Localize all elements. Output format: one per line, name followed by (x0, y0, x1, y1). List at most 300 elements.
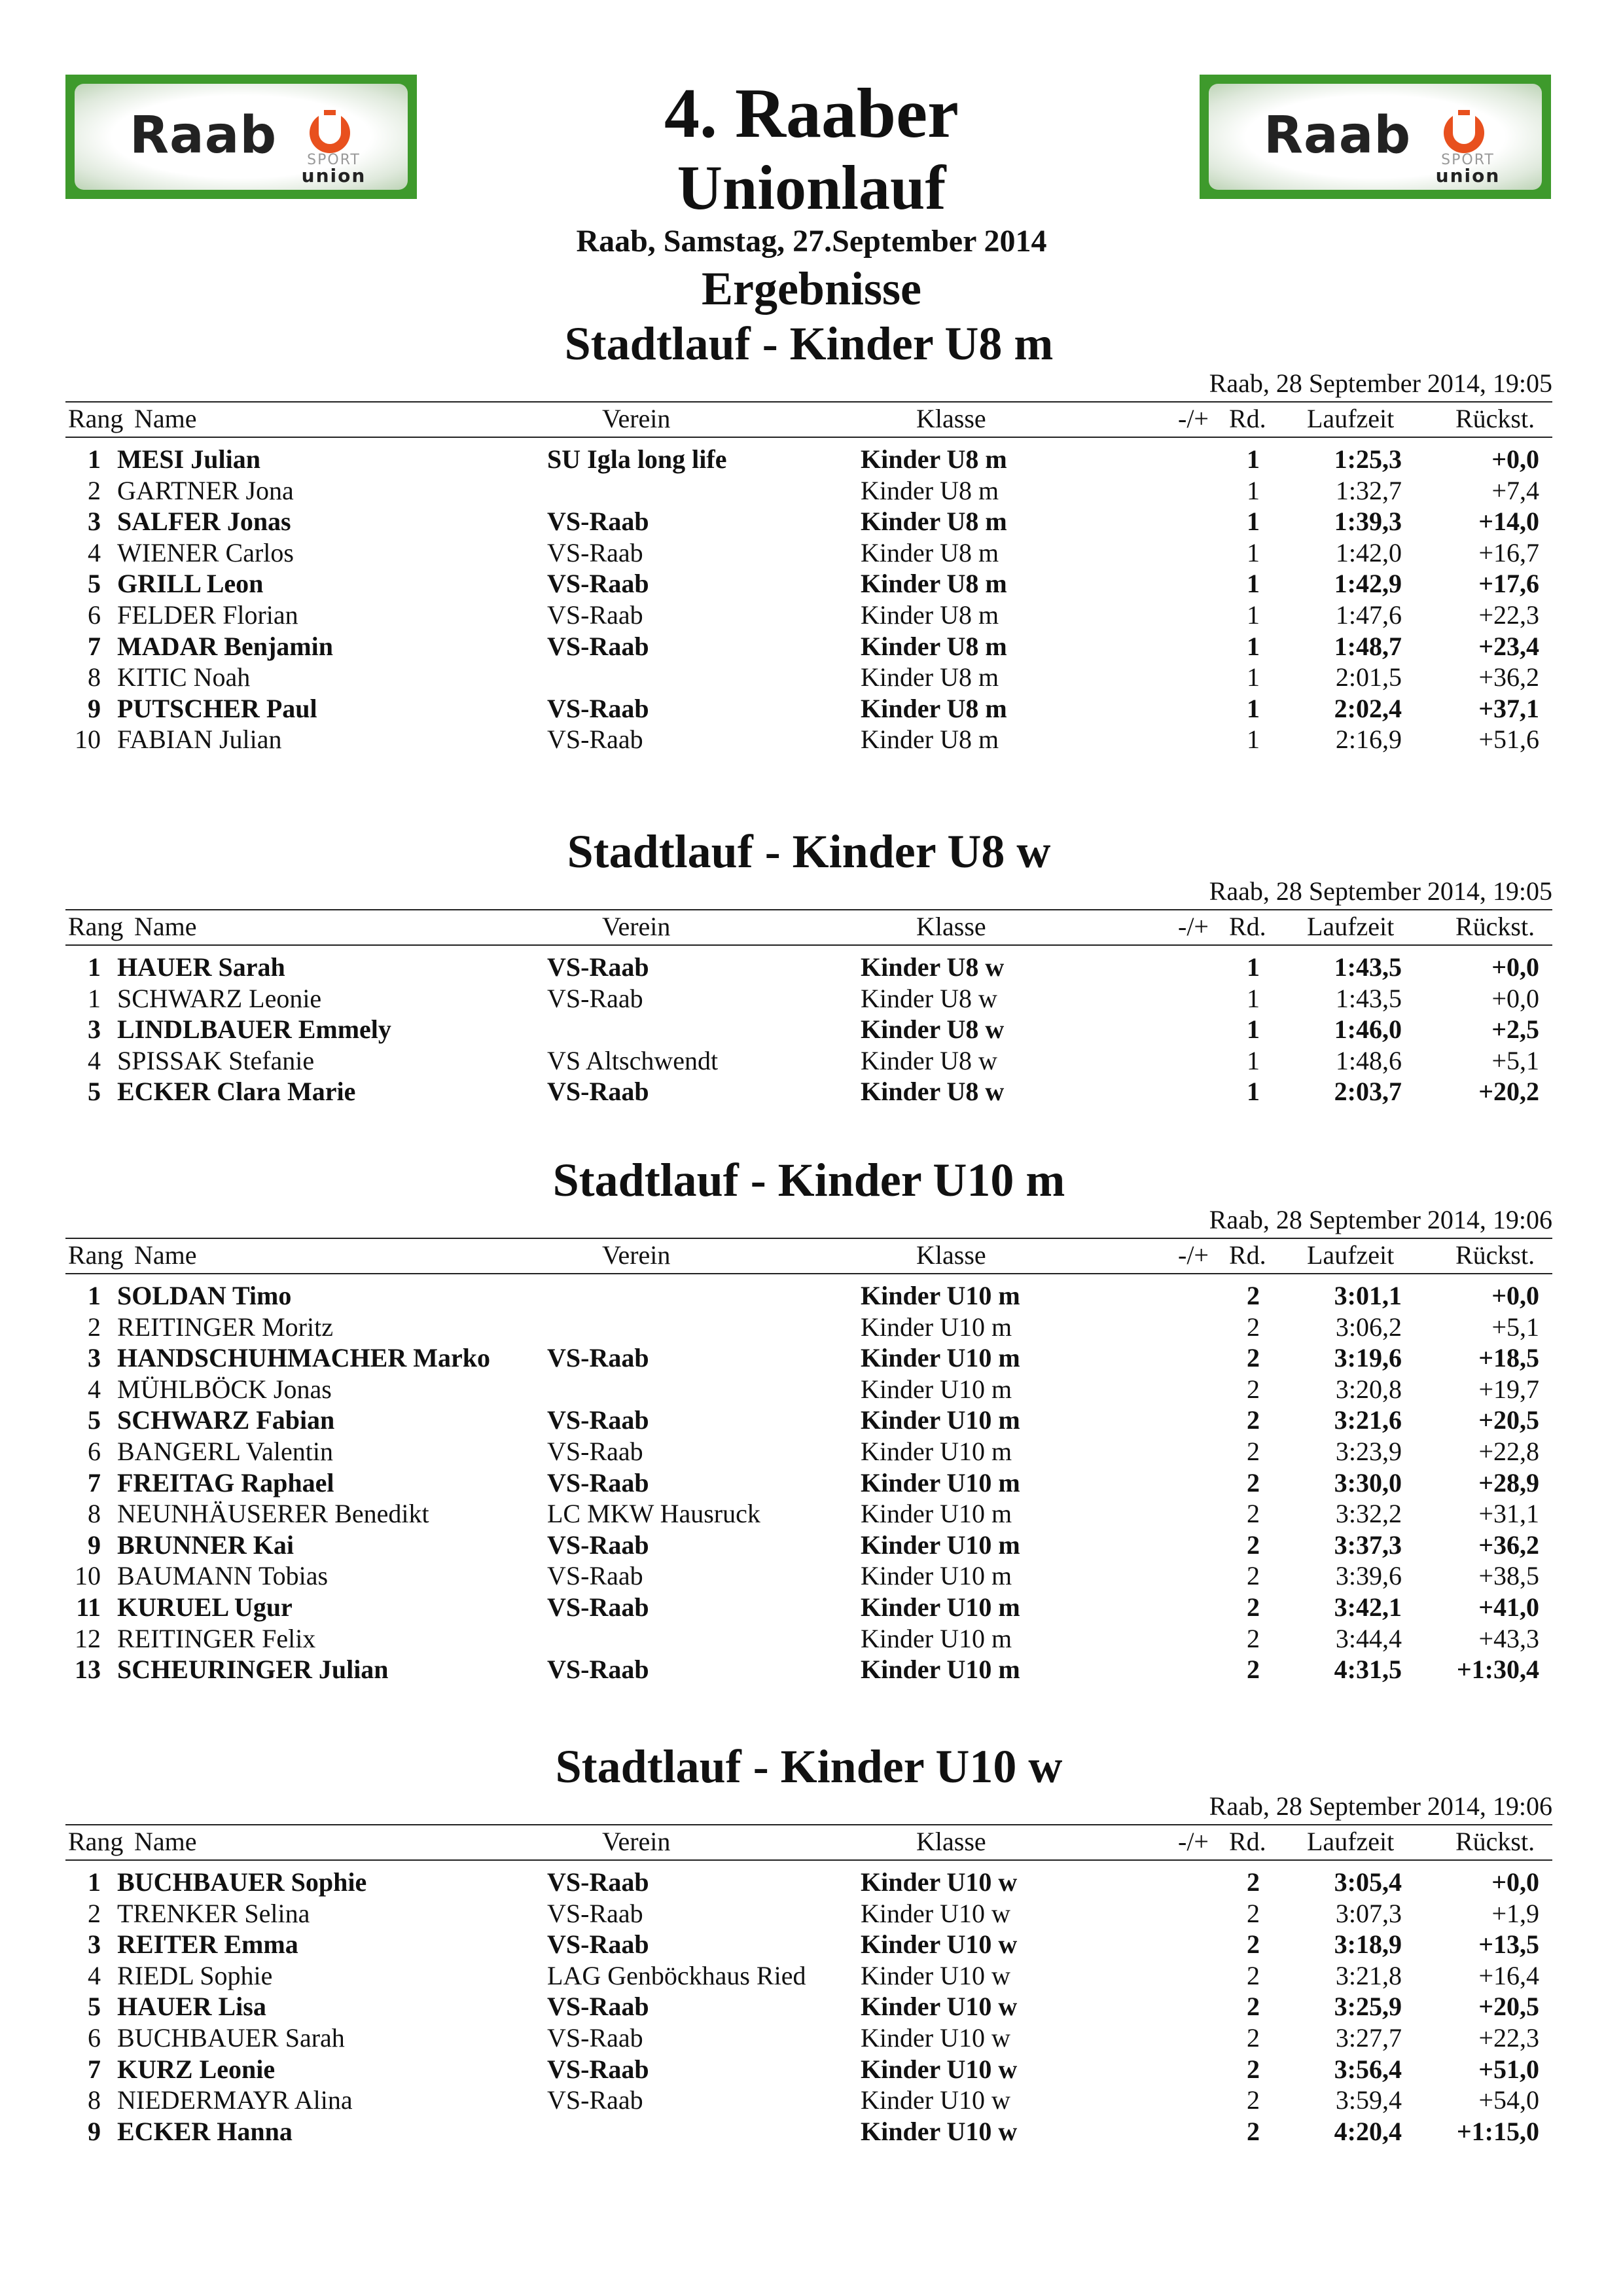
event-date-location: Raab, Samstag, 27.September 2014 (576, 224, 1047, 259)
class: Kinder U10 w (861, 2022, 1010, 2053)
time-behind: +20,5 (1478, 1992, 1539, 2022)
header-rule-top (65, 1238, 1552, 1239)
result-row (65, 1280, 1552, 1312)
run-time: 3:56,4 (1334, 2054, 1402, 2084)
club: VS-Raab (547, 1655, 649, 1685)
club: SU Igla long life (547, 444, 727, 474)
laps: 1 (1247, 507, 1260, 537)
result-row (65, 2054, 1552, 2085)
laps: 1 (1247, 662, 1260, 692)
col-verein: Verein (602, 912, 671, 941)
rank: 8 (88, 1499, 101, 1529)
result-row (65, 1960, 1552, 1992)
section-title: Stadtlauf - Kinder U10 w (555, 1740, 1063, 1793)
club: VS-Raab (547, 1436, 643, 1466)
club: VS-Raab (547, 2022, 643, 2053)
col-rang: Rang (68, 912, 124, 941)
event-title-line1: 4. Raaber (664, 75, 959, 152)
club: VS-Raab (547, 631, 649, 661)
class: Kinder U10 m (861, 1312, 1012, 1342)
section-title: Stadtlauf - Kinder U8 w (567, 825, 1051, 878)
col-rang: Rang (68, 1827, 124, 1856)
time-behind: +31,1 (1478, 1499, 1539, 1529)
result-row (65, 693, 1552, 725)
result-row (65, 1374, 1552, 1405)
result-row (65, 475, 1552, 507)
runner-name: FREITAG Raphael (117, 1467, 334, 1498)
logo-sport-text: SPORT (1441, 152, 1495, 168)
rank: 6 (88, 1436, 101, 1466)
col-rang: Rang (68, 404, 124, 433)
run-time: 3:01,1 (1334, 1281, 1402, 1310)
rank: 1 (88, 1867, 101, 1897)
time-behind: +20,5 (1478, 1405, 1539, 1435)
rank: 9 (88, 693, 101, 723)
time-behind: +5,1 (1491, 1312, 1539, 1342)
club: VS-Raab (547, 600, 643, 630)
time-behind: +0,0 (1491, 952, 1539, 982)
run-time: 3:27,7 (1335, 2022, 1402, 2053)
rank: 9 (88, 2116, 101, 2146)
laps: 2 (1247, 1405, 1260, 1435)
run-time: 3:21,6 (1334, 1405, 1402, 1435)
result-row (65, 1867, 1552, 1898)
laps: 2 (1247, 1960, 1260, 1990)
col-verein: Verein (602, 1240, 671, 1270)
header-rule-bottom (65, 1859, 1552, 1861)
class: Kinder U8 m (861, 725, 999, 755)
run-time: 3:44,4 (1335, 1623, 1402, 1653)
laps: 1 (1247, 1077, 1260, 1107)
col-rang: Rang (68, 1240, 124, 1270)
col-name: Name (134, 912, 197, 941)
col-name: Name (134, 404, 197, 433)
run-time: 3:19,6 (1334, 1343, 1402, 1373)
club: VS-Raab (547, 1592, 649, 1622)
laps: 2 (1247, 1499, 1260, 1529)
header-rule-bottom (65, 437, 1552, 438)
run-time: 3:59,4 (1335, 2085, 1402, 2115)
class: Kinder U8 m (861, 693, 1007, 723)
result-row (65, 1436, 1552, 1467)
result-row (65, 2022, 1552, 2054)
header-rule-bottom (65, 1273, 1552, 1274)
runner-name: NEUNHÄUSERER Benedikt (117, 1499, 429, 1529)
laps: 2 (1247, 1467, 1260, 1498)
run-time: 3:37,3 (1334, 1530, 1402, 1560)
laps: 2 (1247, 1898, 1260, 1928)
laps: 2 (1247, 2054, 1260, 2084)
runner-name: KURUEL Ugur (117, 1592, 293, 1622)
col-laufzeit: Laufzeit (1307, 912, 1395, 941)
laps: 2 (1247, 1592, 1260, 1622)
col-rueckstand: Rückst. (1455, 1827, 1535, 1856)
runner-name: SPISSAK Stefanie (117, 1045, 315, 1075)
col-name: Name (134, 1827, 197, 1856)
runner-name: FABIAN Julian (117, 725, 282, 755)
laps: 2 (1247, 2085, 1260, 2115)
class: Kinder U10 m (861, 1405, 1020, 1435)
rank: 10 (75, 725, 101, 755)
run-time: 1:42,9 (1334, 569, 1402, 599)
club: VS-Raab (547, 1077, 649, 1107)
result-row (65, 724, 1552, 755)
class: Kinder U8 m (861, 662, 999, 692)
rank: 5 (88, 1405, 101, 1435)
rank: 8 (88, 662, 101, 692)
class: Kinder U8 w (861, 1045, 997, 1075)
rank: 4 (88, 1960, 101, 1990)
section-timestamp: Raab, 28 September 2014, 19:05 (1209, 876, 1552, 906)
result-row (65, 1405, 1552, 1436)
time-behind: +1:15,0 (1456, 2116, 1539, 2146)
column-header-row (65, 1240, 1552, 1271)
col-verein: Verein (602, 404, 671, 433)
laps: 1 (1247, 631, 1260, 661)
laps: 2 (1247, 1436, 1260, 1466)
rank: 7 (88, 1467, 101, 1498)
col-name: Name (134, 1240, 197, 1270)
rank: 3 (88, 507, 101, 537)
runner-name: PUTSCHER Paul (117, 693, 317, 723)
club: VS-Raab (547, 1561, 643, 1591)
section-timestamp: Raab, 28 September 2014, 19:06 (1209, 1205, 1552, 1234)
laps: 2 (1247, 1312, 1260, 1342)
result-row (65, 1898, 1552, 1929)
class: Kinder U10 m (861, 1343, 1020, 1373)
run-time: 3:42,1 (1334, 1592, 1402, 1622)
logo-sport-text: SPORT (307, 152, 361, 168)
header-rule-bottom (65, 944, 1552, 946)
rank: 1 (88, 952, 101, 982)
runner-name: MÜHLBÖCK Jonas (117, 1374, 332, 1404)
result-row (65, 952, 1552, 983)
rank: 2 (88, 1312, 101, 1342)
run-time: 3:32,2 (1335, 1499, 1402, 1529)
club: VS-Raab (547, 1898, 643, 1928)
column-header-row (65, 911, 1552, 942)
rank: 5 (88, 1077, 101, 1107)
run-time: 3:18,9 (1334, 1929, 1402, 1960)
class: Kinder U8 m (861, 507, 1007, 537)
time-behind: +22,8 (1478, 1436, 1539, 1466)
laps: 2 (1247, 1655, 1260, 1685)
result-row (65, 506, 1552, 537)
run-time: 1:43,5 (1335, 983, 1402, 1013)
class: Kinder U8 m (861, 444, 1007, 474)
rank: 12 (75, 1623, 101, 1653)
runner-name: BUCHBAUER Sarah (117, 2022, 345, 2053)
club: LAG Genböckhaus Ried (547, 1960, 806, 1990)
runner-name: SCHWARZ Fabian (117, 1405, 335, 1435)
runner-name: GRILL Leon (117, 569, 264, 599)
header-rule-top (65, 401, 1552, 403)
club: VS-Raab (547, 725, 643, 755)
result-rows (65, 1867, 1552, 2147)
class: Kinder U10 m (861, 1530, 1020, 1560)
time-behind: +17,6 (1478, 569, 1539, 599)
rank: 7 (88, 631, 101, 661)
runner-name: MESI Julian (117, 444, 260, 474)
class: Kinder U10 w (861, 1898, 1010, 1928)
laps: 2 (1247, 1374, 1260, 1404)
time-behind: +51,6 (1478, 725, 1539, 755)
club: VS-Raab (547, 952, 649, 982)
club: VS Altschwendt (547, 1045, 719, 1075)
run-time: 1:32,7 (1335, 475, 1402, 505)
time-behind: +54,0 (1478, 2085, 1539, 2115)
col-rueckstand: Rückst. (1455, 912, 1535, 941)
class: Kinder U10 w (861, 2085, 1010, 2115)
rank: 4 (88, 1374, 101, 1404)
run-time: 1:48,6 (1335, 1045, 1402, 1075)
col-plus-minus: -/+ (1178, 404, 1209, 433)
laps: 1 (1247, 693, 1260, 723)
result-row (65, 1312, 1552, 1343)
run-time: 1:46,0 (1334, 1014, 1402, 1045)
club: VS-Raab (547, 1405, 649, 1435)
class: Kinder U8 w (861, 952, 1005, 982)
col-laufzeit: Laufzeit (1307, 404, 1395, 433)
laps: 2 (1247, 1530, 1260, 1560)
run-time: 2:03,7 (1334, 1077, 1402, 1107)
result-row (65, 600, 1552, 631)
result-row (65, 2116, 1552, 2147)
runner-name: REITINGER Felix (117, 1623, 316, 1653)
time-behind: +38,5 (1478, 1561, 1539, 1591)
laps: 1 (1247, 537, 1260, 567)
runner-name: HANDSCHUHMACHER Marko (117, 1343, 490, 1373)
run-time: 1:48,7 (1334, 631, 1402, 661)
rank: 11 (76, 1592, 101, 1622)
class: Kinder U8 w (861, 1077, 1005, 1107)
col-runden: Rd. (1229, 912, 1266, 941)
laps: 1 (1247, 1045, 1260, 1075)
class: Kinder U8 m (861, 537, 999, 567)
run-time: 3:07,3 (1335, 1898, 1402, 1928)
rank: 3 (88, 1014, 101, 1045)
col-plus-minus: -/+ (1178, 912, 1209, 941)
result-row (65, 1560, 1552, 1592)
result-row (65, 568, 1552, 600)
run-time: 2:16,9 (1335, 725, 1402, 755)
run-time: 3:30,0 (1334, 1467, 1402, 1498)
col-laufzeit: Laufzeit (1307, 1827, 1395, 1856)
laps: 1 (1247, 952, 1260, 982)
time-behind: +0,0 (1491, 444, 1539, 474)
runner-name: SCHWARZ Leonie (117, 983, 322, 1013)
rank: 8 (88, 2085, 101, 2115)
class: Kinder U10 m (861, 1499, 1012, 1529)
result-row (65, 1530, 1552, 1561)
logo-union-text: union (301, 165, 366, 187)
col-laufzeit: Laufzeit (1307, 1240, 1395, 1270)
class: Kinder U8 w (861, 983, 997, 1013)
rank: 1 (88, 983, 101, 1013)
rank: 2 (88, 1898, 101, 1928)
class: Kinder U10 m (861, 1655, 1020, 1685)
club: VS-Raab (547, 507, 649, 537)
run-time: 3:25,9 (1334, 1992, 1402, 2022)
class: Kinder U10 w (861, 2116, 1018, 2146)
result-row (65, 1654, 1552, 1685)
class: Kinder U10 w (861, 2054, 1018, 2084)
run-time: 2:01,5 (1335, 662, 1402, 692)
rank: 13 (75, 1655, 101, 1685)
result-row (65, 1467, 1552, 1499)
laps: 1 (1247, 983, 1260, 1013)
time-behind: +0,0 (1491, 1281, 1539, 1310)
result-row (65, 662, 1552, 693)
section-title: Stadtlauf - Kinder U8 m (564, 317, 1054, 370)
col-klasse: Klasse (916, 404, 986, 433)
col-plus-minus: -/+ (1178, 1240, 1209, 1270)
logo-union-text: union (1435, 165, 1501, 187)
club: VS-Raab (547, 1992, 649, 2022)
class: Kinder U10 w (861, 1929, 1018, 1960)
class: Kinder U10 m (861, 1623, 1012, 1653)
time-behind: +0,0 (1491, 983, 1539, 1013)
time-behind: +5,1 (1491, 1045, 1539, 1075)
class: Kinder U10 w (861, 1992, 1018, 2022)
time-behind: +43,3 (1478, 1623, 1539, 1653)
laps: 1 (1247, 444, 1260, 474)
run-time: 3:39,6 (1335, 1561, 1402, 1591)
event-title-line2: Unionlauf (677, 152, 946, 223)
time-behind: +1:30,4 (1456, 1655, 1539, 1685)
runner-name: HAUER Sarah (117, 952, 285, 982)
laps: 2 (1247, 1343, 1260, 1373)
club: VS-Raab (547, 2054, 649, 2084)
runner-name: REITER Emma (117, 1929, 298, 1960)
rank: 6 (88, 600, 101, 630)
rank: 5 (88, 569, 101, 599)
rank: 6 (88, 2022, 101, 2053)
col-runden: Rd. (1229, 1240, 1266, 1270)
time-behind: +51,0 (1478, 2054, 1539, 2084)
time-behind: +36,2 (1478, 1530, 1539, 1560)
run-time: 1:42,0 (1335, 537, 1402, 567)
time-behind: +20,2 (1478, 1077, 1539, 1107)
time-behind: +13,5 (1478, 1929, 1539, 1960)
class: Kinder U8 m (861, 631, 1007, 661)
time-behind: +37,1 (1478, 693, 1539, 723)
laps: 2 (1247, 1623, 1260, 1653)
rank: 4 (88, 537, 101, 567)
club: VS-Raab (547, 1867, 649, 1897)
class: Kinder U10 w (861, 1960, 1010, 1990)
time-behind: +16,7 (1478, 537, 1539, 567)
rank: 1 (88, 1281, 101, 1310)
runner-name: HAUER Lisa (117, 1992, 266, 2022)
result-row (65, 1623, 1552, 1655)
laps: 2 (1247, 2022, 1260, 2053)
column-header-row (65, 403, 1552, 435)
run-time: 2:02,4 (1334, 693, 1402, 723)
result-row (65, 1991, 1552, 2022)
run-time: 3:20,8 (1335, 1374, 1402, 1404)
club: VS-Raab (547, 983, 643, 1013)
col-verein: Verein (602, 1827, 671, 1856)
class: Kinder U10 w (861, 1867, 1018, 1897)
club: VS-Raab (547, 693, 649, 723)
run-time: 1:47,6 (1335, 600, 1402, 630)
runner-name: BAUMANN Tobias (117, 1561, 329, 1591)
runner-name: GARTNER Jona (117, 475, 294, 505)
rank: 4 (88, 1045, 101, 1075)
logo-text: Raab (1264, 106, 1412, 165)
class: Kinder U8 w (861, 1014, 1005, 1045)
class: Kinder U10 m (861, 1467, 1020, 1498)
run-time: 1:39,3 (1334, 507, 1402, 537)
class: Kinder U10 m (861, 1592, 1020, 1622)
time-behind: +14,0 (1478, 507, 1539, 537)
result-row (65, 444, 1552, 475)
col-klasse: Klasse (916, 1240, 986, 1270)
laps: 1 (1247, 475, 1260, 505)
time-behind: +19,7 (1478, 1374, 1539, 1404)
col-plus-minus: -/+ (1178, 1827, 1209, 1856)
result-rows (65, 1280, 1552, 1685)
result-rows (65, 444, 1552, 755)
header-rule-top (65, 1824, 1552, 1825)
time-behind: +0,0 (1491, 1867, 1539, 1897)
runner-name: REITINGER Moritz (117, 1312, 333, 1342)
runner-name: WIENER Carlos (117, 537, 294, 567)
result-row (65, 1929, 1552, 1960)
logo-text: Raab (130, 106, 277, 165)
class: Kinder U8 m (861, 600, 999, 630)
result-row (65, 631, 1552, 662)
result-row (65, 1045, 1552, 1077)
result-row (65, 1592, 1552, 1623)
laps: 2 (1247, 1929, 1260, 1960)
class: Kinder U10 m (861, 1281, 1020, 1310)
club: VS-Raab (547, 537, 643, 567)
run-time: 3:23,9 (1335, 1436, 1402, 1466)
result-row (65, 1342, 1552, 1374)
club: LC MKW Hausruck (547, 1499, 760, 1529)
result-row (65, 2085, 1552, 2116)
run-time: 3:06,2 (1335, 1312, 1402, 1342)
run-time: 3:21,8 (1335, 1960, 1402, 1990)
col-klasse: Klasse (916, 912, 986, 941)
time-behind: +2,5 (1491, 1014, 1539, 1045)
runner-name: ECKER Hanna (117, 2116, 293, 2146)
time-behind: +23,4 (1478, 631, 1539, 661)
laps: 2 (1247, 1561, 1260, 1591)
runner-name: FELDER Florian (117, 600, 298, 630)
runner-name: NIEDERMAYR Alina (117, 2085, 353, 2115)
runner-name: SOLDAN Timo (117, 1281, 292, 1310)
result-row (65, 537, 1552, 569)
runner-name: KITIC Noah (117, 662, 251, 692)
club: VS-Raab (547, 1467, 649, 1498)
rank: 10 (75, 1561, 101, 1591)
time-behind: +22,3 (1478, 2022, 1539, 2053)
laps: 1 (1247, 600, 1260, 630)
col-runden: Rd. (1229, 404, 1266, 433)
runner-name: BANGERL Valentin (117, 1436, 333, 1466)
rank: 7 (88, 2054, 101, 2084)
class: Kinder U8 m (861, 569, 1007, 599)
runner-name: ECKER Clara Marie (117, 1077, 356, 1107)
rank: 9 (88, 1530, 101, 1560)
column-header-row (65, 1826, 1552, 1857)
runner-name: RIEDL Sophie (117, 1960, 273, 1990)
club: VS-Raab (547, 2085, 643, 2115)
class: Kinder U10 m (861, 1374, 1012, 1404)
